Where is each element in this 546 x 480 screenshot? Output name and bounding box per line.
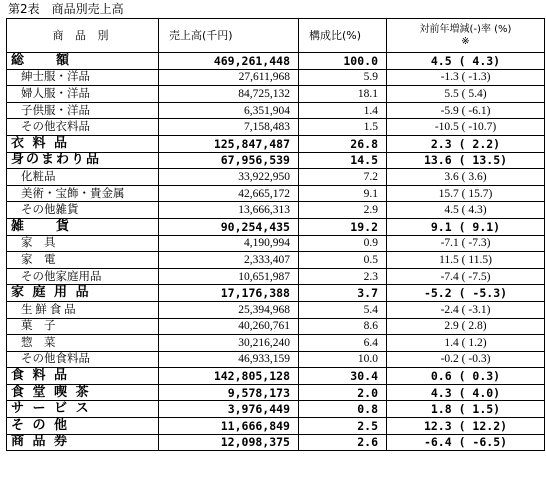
table-row (7, 418, 545, 435)
category-cell: 子供服・洋品 (7, 102, 159, 119)
table-row (7, 384, 545, 401)
table-row (7, 69, 545, 86)
category-cell: そ の 他 (7, 418, 159, 435)
ratio-cell: 2.9 (299, 202, 387, 219)
sales-cell: 142,805,128 (159, 368, 299, 385)
ratio-cell: 18.1 (299, 86, 387, 103)
category-cell: 身のまわり品 (7, 152, 159, 169)
ratio-cell: 7.2 (299, 169, 387, 186)
sales-cell: 125,847,487 (159, 135, 299, 152)
header-ratio: 構成比(%) (299, 19, 387, 53)
change-cell: 12.3 ( 12.2) (387, 418, 545, 435)
table-row (7, 135, 545, 152)
sales-cell: 11,666,849 (159, 418, 299, 435)
sales-by-product-table (6, 18, 545, 451)
change-cell: -7.4 ( -7.5) (387, 268, 545, 285)
category-cell: その他食料品 (7, 351, 159, 368)
change-cell: -0.2 ( -0.3) (387, 351, 545, 368)
category-cell: その他衣料品 (7, 119, 159, 136)
change-cell: 9.1 ( 9.1) (387, 218, 545, 235)
ratio-cell: 14.5 (299, 152, 387, 169)
header-change-note: ※ (461, 35, 470, 47)
table-row (7, 252, 545, 269)
sales-cell: 46,933,159 (159, 351, 299, 368)
table-row (7, 169, 545, 186)
change-cell: 2.9 ( 2.8) (387, 318, 545, 335)
table-row (7, 368, 545, 385)
header-change (387, 19, 545, 53)
category-cell: 総 額 (7, 53, 159, 70)
ratio-cell: 10.0 (299, 351, 387, 368)
ratio-cell: 1.4 (299, 102, 387, 119)
sales-cell: 3,976,449 (159, 401, 299, 418)
ratio-cell: 19.2 (299, 218, 387, 235)
category-cell: 紳士服・洋品 (7, 69, 159, 86)
sales-cell: 469,261,448 (159, 53, 299, 70)
ratio-cell: 100.0 (299, 53, 387, 70)
ratio-cell: 26.8 (299, 135, 387, 152)
change-cell: -1.3 ( -1.3) (387, 69, 545, 86)
change-cell: 3.6 ( 3.6) (387, 169, 545, 186)
ratio-cell: 0.5 (299, 252, 387, 269)
sales-cell: 90,254,435 (159, 218, 299, 235)
sales-cell: 4,190,994 (159, 235, 299, 252)
table-row (7, 102, 545, 119)
category-cell: 商 品 券 (7, 434, 159, 451)
table-row (7, 119, 545, 136)
table-row (7, 285, 545, 302)
category-cell: 婦人服・洋品 (7, 86, 159, 103)
change-cell: 11.5 ( 11.5) (387, 252, 545, 269)
change-cell: 4.5 ( 4.3) (387, 53, 545, 70)
header-category: 商 品 別 (7, 19, 159, 53)
ratio-cell: 1.5 (299, 119, 387, 136)
table-row (7, 185, 545, 202)
ratio-cell: 2.6 (299, 434, 387, 451)
ratio-cell: 6.4 (299, 335, 387, 352)
change-cell: -2.4 ( -3.1) (387, 301, 545, 318)
ratio-cell: 2.3 (299, 268, 387, 285)
ratio-cell: 3.7 (299, 285, 387, 302)
change-cell: -5.9 ( -6.1) (387, 102, 545, 119)
change-cell: 1.4 ( 1.2) (387, 335, 545, 352)
table-row (7, 434, 545, 451)
category-cell: 衣 料 品 (7, 135, 159, 152)
ratio-cell: 5.9 (299, 69, 387, 86)
change-cell: 4.5 ( 4.3) (387, 202, 545, 219)
sales-cell: 2,333,407 (159, 252, 299, 269)
header-sales: 売上高(千円) (159, 19, 299, 53)
table-header-row (7, 19, 545, 53)
change-cell: 15.7 ( 15.7) (387, 185, 545, 202)
change-cell: 0.6 ( 0.3) (387, 368, 545, 385)
table-row (7, 202, 545, 219)
sales-cell: 10,651,987 (159, 268, 299, 285)
category-cell: 家 庭 用 品 (7, 285, 159, 302)
change-cell: 5.5 ( 5.4) (387, 86, 545, 103)
sales-cell: 13,666,313 (159, 202, 299, 219)
category-cell: 惣 菜 (7, 335, 159, 352)
table-row (7, 401, 545, 418)
ratio-cell: 0.9 (299, 235, 387, 252)
table-row (7, 301, 545, 318)
table-row (7, 268, 545, 285)
category-cell: 生 鮮 食 品 (7, 301, 159, 318)
sales-cell: 9,578,173 (159, 384, 299, 401)
table-row (7, 86, 545, 103)
sales-cell: 7,158,483 (159, 119, 299, 136)
ratio-cell: 2.0 (299, 384, 387, 401)
table-row (7, 53, 545, 70)
sales-cell: 40,260,761 (159, 318, 299, 335)
category-cell: 家 具 (7, 235, 159, 252)
ratio-cell: 8.6 (299, 318, 387, 335)
change-cell: -10.5 ( -10.7) (387, 119, 545, 136)
page-title: 第2表 商品別売上高 (8, 2, 124, 16)
category-cell: サ ー ビ ス (7, 401, 159, 418)
sales-cell: 25,394,968 (159, 301, 299, 318)
ratio-cell: 2.5 (299, 418, 387, 435)
table-row (7, 318, 545, 335)
category-cell: その他雑貨 (7, 202, 159, 219)
table-row (7, 235, 545, 252)
category-cell: 食 料 品 (7, 368, 159, 385)
category-cell: 化粧品 (7, 169, 159, 186)
header-change-label: 対前年増減(-)率 (%) (419, 23, 512, 35)
ratio-cell: 9.1 (299, 185, 387, 202)
ratio-cell: 5.4 (299, 301, 387, 318)
change-cell: 1.8 ( 1.5) (387, 401, 545, 418)
table-row (7, 351, 545, 368)
category-cell: 雑 貨 (7, 218, 159, 235)
category-cell: 食 堂 喫 茶 (7, 384, 159, 401)
change-cell: 13.6 ( 13.5) (387, 152, 545, 169)
sales-cell: 30,216,240 (159, 335, 299, 352)
sales-cell: 84,725,132 (159, 86, 299, 103)
sales-cell: 67,956,539 (159, 152, 299, 169)
table-row (7, 152, 545, 169)
category-cell: 家 電 (7, 252, 159, 269)
change-cell: -7.1 ( -7.3) (387, 235, 545, 252)
category-cell: 菓 子 (7, 318, 159, 335)
sales-cell: 42,665,172 (159, 185, 299, 202)
sales-cell: 6,351,904 (159, 102, 299, 119)
change-cell: -5.2 ( -5.3) (387, 285, 545, 302)
sales-cell: 27,611,968 (159, 69, 299, 86)
ratio-cell: 30.4 (299, 368, 387, 385)
sales-cell: 33,922,950 (159, 169, 299, 186)
change-cell: -6.4 ( -6.5) (387, 434, 545, 451)
change-cell: 2.3 ( 2.2) (387, 135, 545, 152)
table-row (7, 335, 545, 352)
table-row (7, 218, 545, 235)
change-cell: 4.3 ( 4.0) (387, 384, 545, 401)
ratio-cell: 0.8 (299, 401, 387, 418)
category-cell: その他家庭用品 (7, 268, 159, 285)
category-cell: 美術・宝飾・貴金属 (7, 185, 159, 202)
sales-cell: 12,098,375 (159, 434, 299, 451)
sales-cell: 17,176,388 (159, 285, 299, 302)
